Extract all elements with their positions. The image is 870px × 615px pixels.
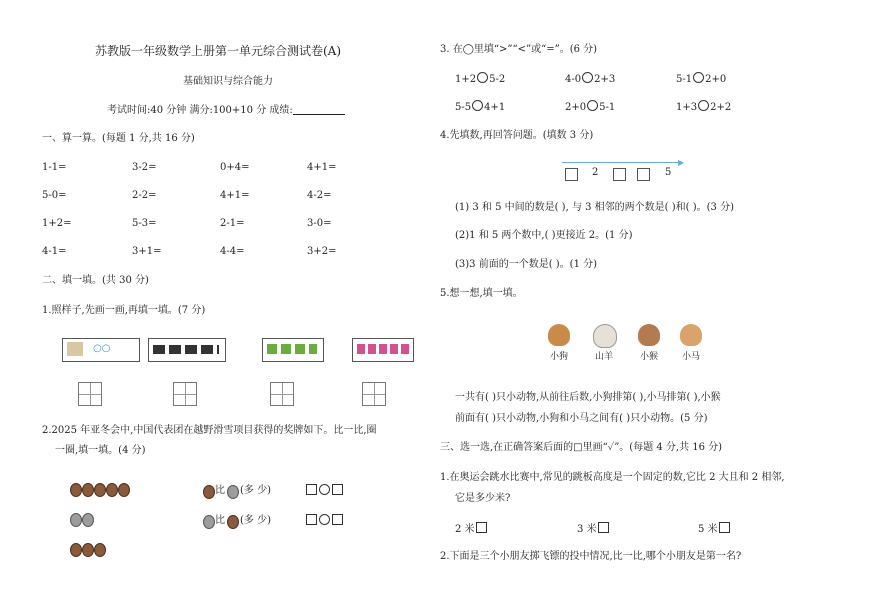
number-line-label: 2 [592, 167, 599, 178]
medal-icon [118, 483, 130, 497]
calc-item[interactable]: 3+2= [307, 246, 337, 257]
option-3m[interactable] [577, 522, 610, 537]
medal-icon [82, 513, 94, 527]
compare-right: 5-2 [489, 74, 506, 85]
number-line-label: 5 [665, 167, 672, 178]
q5-heading: 5.想一想,填一填。 [440, 288, 523, 299]
number-line-blank[interactable] [613, 168, 626, 181]
compare-item [676, 72, 726, 87]
medal-icon [70, 483, 82, 497]
exam-subtitle: 基础知识与综合能力 [183, 76, 273, 87]
compare-circle[interactable] [472, 100, 483, 111]
compare-circle[interactable] [477, 72, 488, 83]
q4-sub3: (3)3 前面的一个数是( )。(1 分) [455, 259, 598, 270]
flower-frame [352, 338, 414, 362]
compare-right: 2+0 [705, 74, 727, 85]
option-2m[interactable] [455, 522, 488, 537]
calc-item[interactable]: 3-2= [132, 162, 157, 173]
number-line-axis [562, 162, 678, 163]
animal-label: 小马 [682, 352, 701, 362]
calc-item[interactable]: 4-4= [220, 246, 245, 257]
score-blank[interactable] [293, 104, 345, 115]
horse-icon [680, 324, 702, 346]
compare-left: 5-5 [455, 102, 472, 113]
draw-box-4[interactable] [362, 382, 386, 406]
draw-box-1[interactable] [78, 382, 102, 406]
arrow-right-icon: ▶ [678, 158, 685, 167]
calc-item[interactable]: 4+1= [220, 190, 250, 201]
q5-line1: 一共有( )只小动物,从前往后数,小狗排第( ),小马排第( ),小猴 [455, 392, 721, 403]
dog-icon [548, 324, 570, 346]
medal-icon [70, 513, 82, 527]
calc-item[interactable]: 2-1= [220, 218, 245, 229]
option-5m[interactable] [698, 522, 731, 537]
q4-sub2: (2)1 和 5 两个数中,( )更接近 2。(1 分) [455, 230, 633, 241]
section3-heading: 三、选一选,在正确答案后面的□里画“✓”。(每题 4 分,共 16 分) [440, 442, 723, 453]
compare-item [565, 72, 615, 87]
draw-box-3[interactable] [270, 382, 294, 406]
medal-icon [106, 483, 118, 497]
option-label: 2 米 [455, 524, 475, 535]
compare-right: 5-1 [599, 102, 616, 113]
medal-icon [94, 483, 106, 497]
flower-icons [357, 344, 409, 354]
medal-icon [70, 543, 82, 557]
number-line-blank[interactable] [637, 168, 650, 181]
shoe-icons [153, 345, 219, 354]
compare-left: 4-0 [565, 74, 582, 85]
calc-item[interactable]: 2-2= [132, 190, 157, 201]
compare-item [565, 100, 615, 115]
sample-book-icon [67, 342, 83, 356]
medal-icon [227, 485, 239, 499]
medal-icon [203, 485, 215, 499]
checkbox[interactable] [719, 522, 730, 533]
exam-title: 苏教版一年级数学上册第一单元综合测试卷(A) [95, 44, 342, 58]
compare-circle[interactable] [587, 100, 598, 111]
draw-box-2[interactable] [173, 382, 197, 406]
option-label: 3 米 [577, 524, 597, 535]
s3-q2: 2.下面是三个小朋友掷飞镖的投中情况,比一比,哪个小朋友是第一名? [440, 551, 742, 562]
calc-item[interactable]: 1-1= [42, 162, 67, 173]
number-line-blank[interactable] [565, 168, 578, 181]
calc-item[interactable]: 4-2= [307, 190, 332, 201]
compare-circle[interactable] [698, 100, 709, 111]
exam-info-text: 考试时间:40 分钟 满分:100+10 分 成绩: [107, 105, 293, 116]
q1-draw-instruction: 1.照样子,先画一画,再填一填。(7 分) [42, 305, 206, 316]
animal-label: 山羊 [595, 352, 614, 362]
more-less-choice[interactable]: (多 少) [240, 485, 271, 496]
section1-heading: 一、算一算。(每题 1 分,共 16 分) [42, 133, 195, 144]
compare-circle[interactable] [693, 72, 704, 83]
frog-icons [267, 344, 317, 354]
frog-frame [262, 338, 324, 362]
calc-item[interactable]: 5-0= [42, 190, 67, 201]
option-label: 5 米 [698, 524, 718, 535]
exam-info [107, 104, 345, 118]
medal-icon [82, 483, 94, 497]
calc-item[interactable]: 4-1= [42, 246, 67, 257]
calc-item[interactable]: 0+4= [220, 162, 250, 173]
q2-medal-line2: 一圈,填一填。(4 分) [55, 445, 146, 456]
calc-item[interactable]: 3-0= [307, 218, 332, 229]
more-less-choice[interactable]: (多 少) [240, 515, 271, 526]
calc-item[interactable]: 4+1= [307, 162, 337, 173]
q4-heading: 4.先填数,再回答问题。(填数 3 分) [440, 130, 594, 141]
calc-item[interactable]: 1+2= [42, 218, 72, 229]
checkbox[interactable] [476, 522, 487, 533]
s3-q1-line2: 它是多少米? [455, 493, 511, 504]
shoe-frame [148, 338, 226, 362]
monkey-icon [638, 324, 660, 346]
compare-answer-boxes[interactable] [305, 514, 344, 529]
compare-left: 5-1 [676, 74, 693, 85]
compare-circle[interactable] [582, 72, 593, 83]
compare-left: 1+2 [455, 74, 477, 85]
goat-icon [593, 324, 617, 348]
medal-icon [82, 543, 94, 557]
medal-icon [94, 543, 106, 557]
animal-label: 小狗 [550, 352, 569, 362]
animal-label: 小猴 [640, 352, 659, 362]
compare-item [455, 100, 505, 115]
sample-circle-icons: ○○ [93, 343, 111, 354]
compare-left: 1+3 [676, 102, 698, 113]
q2-medal-line1: 2.2025 年亚冬会中,中国代表团在越野滑雪项目获得的奖牌如下。比一比,圈 [42, 425, 377, 436]
compare-item [455, 72, 505, 87]
sample-frame [62, 338, 140, 362]
compare-right: 4+1 [484, 102, 506, 113]
s3-q1-line1: 1.在奥运会跳水比赛中,常见的跳板高度是一个固定的数,它比 2 大且和 2 相邻, [440, 472, 785, 483]
q3-heading: 3. 在◯里填“>”“<”或“=”。(6 分) [440, 44, 598, 55]
medal-icon [227, 515, 239, 529]
compare-item [676, 100, 731, 115]
compare-right: 2+3 [594, 74, 616, 85]
calc-item[interactable]: 5-3= [132, 218, 157, 229]
calc-item[interactable]: 3+1= [132, 246, 162, 257]
checkbox[interactable] [598, 522, 609, 533]
medal-icon [203, 515, 215, 529]
compare-answer-boxes[interactable] [305, 484, 344, 499]
q4-sub1: (1) 3 和 5 中间的数是( ), 与 3 相邻的两个数是( )和( )。(3 分) [455, 202, 734, 213]
section2-heading: 二、填一填。(共 30 分) [42, 275, 149, 286]
compare-word: 比 [215, 515, 225, 526]
compare-left: 2+0 [565, 102, 587, 113]
compare-right: 2+2 [710, 102, 732, 113]
q5-line2: 前面有( )只小动物,小狗和小马之间有( )只小动物。(5 分) [455, 413, 708, 424]
compare-word: 比 [215, 485, 225, 496]
